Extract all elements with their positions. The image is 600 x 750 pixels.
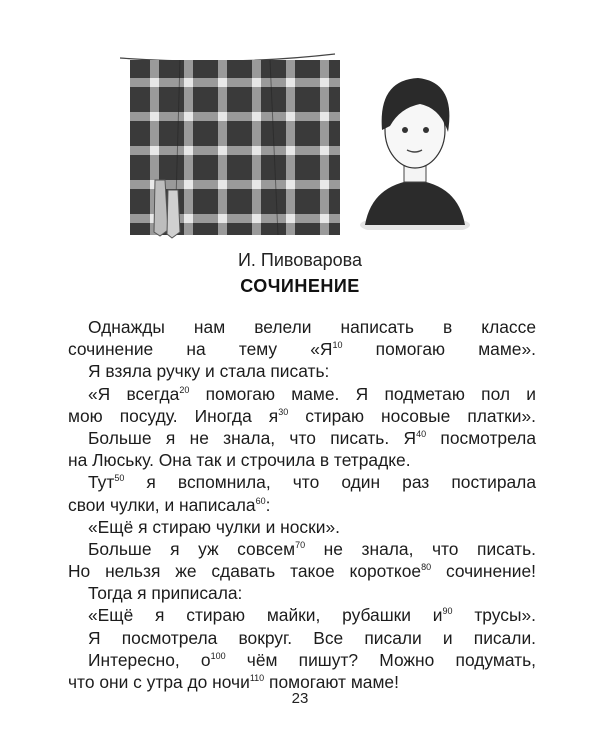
text-line: сочинение на тему «$Я^{10}$ помогаю маме». [68, 339, 536, 360]
text-line: Больше я уж совсем$^{70}$ не знала, что писать. [88, 538, 536, 559]
line-count-marker: 30 [278, 406, 289, 417]
line-count-marker: 90 [442, 606, 453, 617]
text-line: Больше я не знала, что писать. $Я^{40}$ посмотрела [88, 427, 536, 448]
line-count-marker: 100 [210, 650, 226, 661]
line-count-marker: 50 [114, 473, 125, 484]
text-line: Однажды нам велели написать в классе [88, 317, 536, 337]
line-count-marker: 10 [332, 340, 343, 351]
girl-portrait-icon [360, 60, 470, 230]
line-count-marker: 80 [421, 562, 432, 573]
text-line: свои чулки, и написала$^{60}$: [68, 494, 271, 515]
text-line: Я посмотрела вокруг. Все писали и писали. [88, 627, 536, 648]
story-title: СОЧИНЕНИЕ [240, 276, 360, 296]
text-line: на Люську. Она так и строчила в тетрадке. [68, 450, 411, 471]
line-count-marker: 40 [416, 428, 427, 439]
text-line: Тут$^{50}$ я вспомнила, что один раз постирала [88, 472, 536, 493]
text-line: Тогда я приписала: [88, 583, 243, 604]
line-count-marker: 110 [249, 673, 265, 683]
text-line: «Ещё я стираю чулки и носки». [88, 516, 340, 537]
text-line: что они с утра до ночи$^{110}$ помогают маме! [68, 672, 399, 692]
illustration [120, 40, 480, 240]
text-line: мою посуду. Иногда $я^{30}$ стираю носовые платки». [68, 405, 536, 426]
line-count-marker: 20 [179, 384, 190, 395]
page-number: 23 [291, 690, 309, 707]
line-count-marker: 60 [255, 495, 266, 506]
story-text [68, 316, 536, 693]
text-line: Я взяла ручку и стала писать: [88, 361, 330, 382]
author-name: И. Пивоварова [237, 250, 363, 270]
text-line: «Я всегда$^{20}$ помогаю маме. Я подметаю пол и [88, 383, 536, 404]
text-line: Интересно, $о^{100}$ чём пишут? Можно подумать, [88, 649, 536, 670]
line-count-marker: 70 [295, 539, 306, 550]
text-line: «Ещё я стираю майки, рубашки $и^{90}$ трусы». [88, 605, 536, 626]
text-line: Но нельзя же сдавать такое короткое$^{80}$ сочинение! [68, 561, 536, 582]
